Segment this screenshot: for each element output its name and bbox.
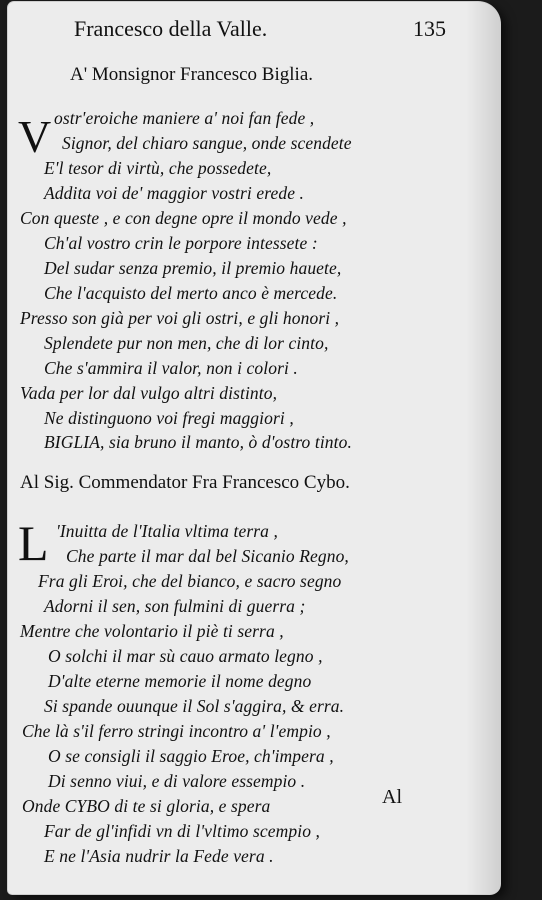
poem-2-line: Si spande ouunque il Sol s'aggira, & erra. (44, 696, 345, 716)
poem-1-line: Presso son già per voi gli ostri, e gli honori , (20, 308, 340, 328)
poem-1-line: BIGLIA, sia bruno il manto, ò d'ostro tinto. (44, 432, 352, 452)
poem-1-drop-cap: V (18, 111, 52, 162)
poem-2-line: Far de gl'infidi vn di l'vltimo scempio , (44, 821, 320, 841)
poem-1-line: Vada per lor dal vulgo altri distinto, (20, 383, 278, 403)
poem-1-line: Ch'al vostro crin le porpore intessete : (44, 233, 318, 253)
poem-1-line: E'l tesor di virtù, che possedete, (44, 158, 272, 178)
poem-1-line: Signor, del chiaro sangue, onde scendete (62, 133, 352, 153)
poem-2-line: E ne l'Asia nudrir la Fede vera . (44, 846, 274, 866)
poem-1-line: Del sudar senza premio, il premio hauete, (44, 258, 342, 278)
poem-2-line: Che parte il mar dal bel Sicanio Regno, (66, 546, 349, 566)
poem-1-line: ostr'eroiche maniere a' noi fan fede , (54, 108, 315, 128)
poem-2-title: Al Sig. Commendator Fra Francesco Cybo. (20, 472, 350, 493)
poem-1-line: Ne distinguono voi fregi maggiori , (44, 408, 294, 428)
poem-2-line: Onde CYBO di te si gloria, e spera (22, 796, 271, 816)
poem-1-line: Con queste , e con degne opre il mondo vede , (20, 208, 347, 228)
poem-2-line: D'alte eterne memorie il nome degno (48, 671, 312, 691)
poem-1-line: Che l'acquisto del merto anco è mercede. (44, 283, 338, 303)
poem-1-line: Splendete pur non men, che di lor cinto, (44, 333, 329, 353)
book-page (8, 2, 500, 894)
poem-2-line: 'Inuitta de l'Italia vltima terra , (56, 521, 278, 541)
running-head-title: Francesco della Valle. (74, 16, 268, 41)
poem-2-line: Mentre che volontario il piè ti serra , (20, 621, 284, 641)
poem-2-line: Fra gli Eroi, che del bianco, e sacro segno (38, 571, 342, 591)
poem-1-line: Che s'ammira il valor, non i colori . (44, 358, 298, 378)
poem-1-line: Addita voi de' maggior vostri erede . (44, 183, 305, 203)
page-number: 135 (413, 16, 446, 41)
running-head (8, 16, 500, 46)
poem-2-line: Adorni il sen, son fulmini di guerra ; (44, 596, 306, 616)
poem-2-line: O se consigli il saggio Eroe, ch'impera , (48, 746, 334, 766)
catchword: Al (382, 786, 402, 808)
poem-1-title: A' Monsignor Francesco Biglia. (70, 64, 314, 85)
poem-2-line: Che là s'il ferro stringi incontro a' l'empio , (22, 721, 331, 741)
poem-2-line: Di senno viui, e di valore essempio . (48, 771, 306, 791)
poem-2-drop-cap: L (18, 515, 49, 571)
poem-2-line: O solchi il mar sù cauo armato legno , (48, 646, 323, 666)
